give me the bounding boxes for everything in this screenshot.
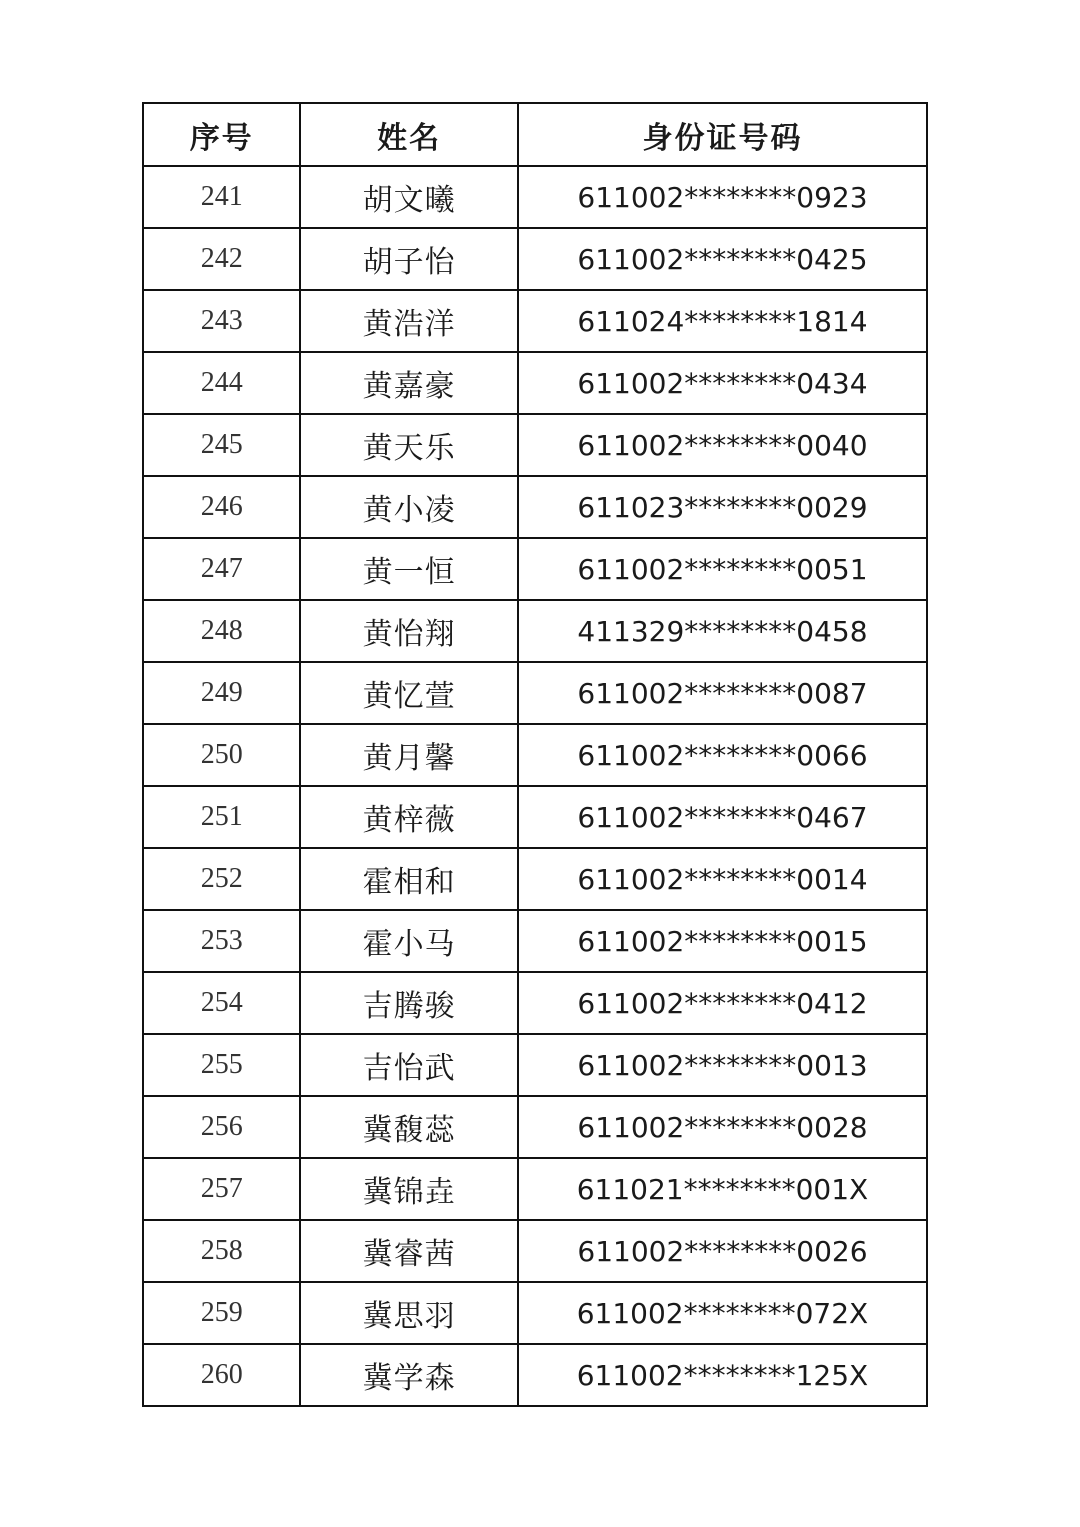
table-row [143, 1158, 927, 1220]
name-cell: 冀馥蕊 [300, 1096, 518, 1158]
serial-number-cell: 241 [143, 166, 300, 228]
table-row [143, 724, 927, 786]
id-number-cell: 611002********0923 [518, 166, 927, 228]
name-cell: 霍小马 [300, 910, 518, 972]
roster-table [142, 102, 928, 1407]
serial-number-cell: 253 [143, 910, 300, 972]
name-cell: 黄月馨 [300, 724, 518, 786]
id-number-cell: 411329********0458 [518, 600, 927, 662]
serial-number-cell: 258 [143, 1220, 300, 1282]
name-cell: 霍相和 [300, 848, 518, 910]
id-number-cell: 611002********0014 [518, 848, 927, 910]
table-row [143, 1220, 927, 1282]
id-number-cell: 611002********0467 [518, 786, 927, 848]
serial-number-cell: 246 [143, 476, 300, 538]
id-number-cell: 611002********0026 [518, 1220, 927, 1282]
serial-number-cell: 242 [143, 228, 300, 290]
table-row [143, 1282, 927, 1344]
serial-number-cell: 247 [143, 538, 300, 600]
serial-number-cell: 243 [143, 290, 300, 352]
serial-number-cell: 252 [143, 848, 300, 910]
table-row [143, 290, 927, 352]
name-cell: 胡子怡 [300, 228, 518, 290]
table-row [143, 1096, 927, 1158]
serial-number-cell: 248 [143, 600, 300, 662]
serial-number-cell: 245 [143, 414, 300, 476]
serial-number-cell: 250 [143, 724, 300, 786]
name-cell: 黄嘉豪 [300, 352, 518, 414]
id-number-cell: 611002********0013 [518, 1034, 927, 1096]
serial-number-cell: 244 [143, 352, 300, 414]
header-name: 姓名 [300, 103, 518, 166]
name-cell: 冀锦垚 [300, 1158, 518, 1220]
name-cell: 黄一恒 [300, 538, 518, 600]
serial-number-cell: 255 [143, 1034, 300, 1096]
name-cell: 冀思羽 [300, 1282, 518, 1344]
name-cell: 黄忆萱 [300, 662, 518, 724]
serial-number-cell: 254 [143, 972, 300, 1034]
serial-number-cell: 251 [143, 786, 300, 848]
serial-number-cell: 257 [143, 1158, 300, 1220]
table-row [143, 476, 927, 538]
id-number-cell: 611002********0051 [518, 538, 927, 600]
id-number-cell: 611002********125X [518, 1344, 927, 1406]
name-cell: 冀睿茜 [300, 1220, 518, 1282]
id-number-cell: 611023********0029 [518, 476, 927, 538]
table-row [143, 1344, 927, 1406]
name-cell: 冀学森 [300, 1344, 518, 1406]
table-row [143, 1034, 927, 1096]
serial-number-cell: 260 [143, 1344, 300, 1406]
header-row [143, 103, 927, 166]
table-row [143, 972, 927, 1034]
name-cell: 胡文曦 [300, 166, 518, 228]
id-number-cell: 611024********1814 [518, 290, 927, 352]
name-cell: 黄小凌 [300, 476, 518, 538]
id-number-cell: 611002********0087 [518, 662, 927, 724]
table-row [143, 166, 927, 228]
table-row [143, 538, 927, 600]
name-cell: 黄梓薇 [300, 786, 518, 848]
id-number-cell: 611002********0066 [518, 724, 927, 786]
table-row [143, 662, 927, 724]
name-cell: 黄天乐 [300, 414, 518, 476]
serial-number-cell: 259 [143, 1282, 300, 1344]
header-id-number: 身份证号码 [518, 103, 927, 166]
header-serial-number: 序号 [143, 103, 300, 166]
id-number-cell: 611002********072X [518, 1282, 927, 1344]
name-cell: 黄怡翔 [300, 600, 518, 662]
table-row [143, 786, 927, 848]
id-number-cell: 611002********0028 [518, 1096, 927, 1158]
id-number-cell: 611002********0040 [518, 414, 927, 476]
table-row [143, 228, 927, 290]
name-cell: 黄浩洋 [300, 290, 518, 352]
table-row [143, 910, 927, 972]
id-number-cell: 611002********0425 [518, 228, 927, 290]
id-number-cell: 611002********0015 [518, 910, 927, 972]
name-cell: 吉怡武 [300, 1034, 518, 1096]
name-cell: 吉腾骏 [300, 972, 518, 1034]
table-row [143, 848, 927, 910]
id-number-cell: 611002********0434 [518, 352, 927, 414]
table-row [143, 352, 927, 414]
serial-number-cell: 256 [143, 1096, 300, 1158]
table-body [143, 166, 927, 1406]
table-row [143, 414, 927, 476]
serial-number-cell: 249 [143, 662, 300, 724]
id-number-cell: 611002********0412 [518, 972, 927, 1034]
id-number-cell: 611021********001X [518, 1158, 927, 1220]
table-row [143, 600, 927, 662]
